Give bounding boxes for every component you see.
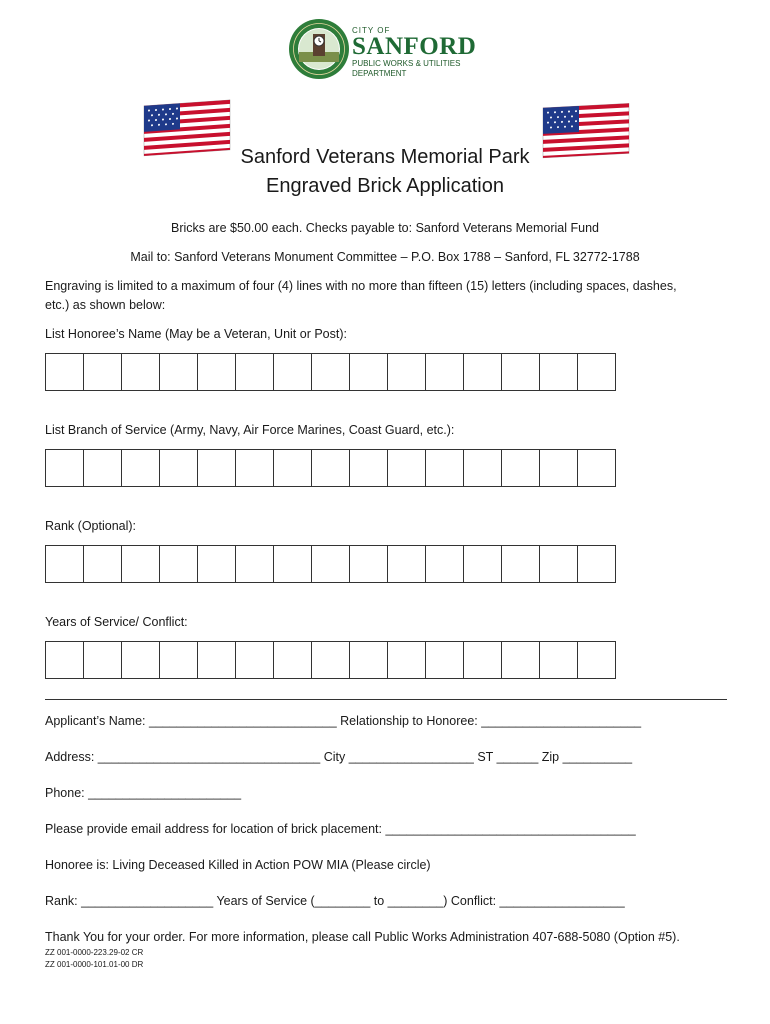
- letter-box[interactable]: [426, 449, 464, 487]
- letter-box[interactable]: [46, 545, 84, 583]
- section-divider: [45, 699, 727, 700]
- honoree-status-line[interactable]: Honoree is: Living Deceased Killed in Action POW MIA (Please circle): [45, 858, 431, 872]
- letter-box[interactable]: [502, 449, 540, 487]
- letter-box[interactable]: [312, 353, 350, 391]
- letter-box[interactable]: [578, 449, 616, 487]
- logo-dept-line2: DEPARTMENT: [352, 69, 407, 78]
- letter-box[interactable]: [350, 353, 388, 391]
- mail-to-text: Mail to: Sanford Veterans Monument Committee – P.O. Box 1788 – Sanford, FL 32772-1788: [130, 250, 640, 264]
- letter-box[interactable]: [274, 641, 312, 679]
- letter-box[interactable]: [84, 545, 122, 583]
- letter-box[interactable]: [540, 545, 578, 583]
- letter-box[interactable]: [578, 545, 616, 583]
- page-subtitle: Engraved Brick Application: [266, 175, 504, 197]
- email-line[interactable]: Please provide email address for location of brick placement: ____________________________________: [45, 822, 636, 836]
- letter-box[interactable]: [160, 449, 198, 487]
- letter-box[interactable]: [198, 449, 236, 487]
- letter-box[interactable]: [502, 545, 540, 583]
- letter-box[interactable]: [122, 449, 160, 487]
- letter-box[interactable]: [122, 353, 160, 391]
- letter-box[interactable]: [388, 641, 426, 679]
- letter-box[interactable]: [464, 545, 502, 583]
- letter-box[interactable]: [122, 641, 160, 679]
- rank-grid: [45, 545, 616, 583]
- letter-box[interactable]: [502, 641, 540, 679]
- logo-dept-line1: PUBLIC WORKS & UTILITIES: [352, 59, 461, 68]
- letter-box[interactable]: [578, 353, 616, 391]
- letter-box[interactable]: [84, 641, 122, 679]
- letter-box[interactable]: [236, 641, 274, 679]
- letter-box[interactable]: [312, 545, 350, 583]
- letter-box[interactable]: [540, 449, 578, 487]
- letter-box[interactable]: [464, 449, 502, 487]
- letter-box[interactable]: [274, 353, 312, 391]
- letter-box[interactable]: [274, 545, 312, 583]
- letter-box[interactable]: [84, 353, 122, 391]
- logo-city-of: CITY OF: [352, 26, 391, 35]
- letter-box[interactable]: [426, 545, 464, 583]
- letter-box[interactable]: [426, 353, 464, 391]
- account-code-2: ZZ 001-0000-101.01-00 DR: [45, 960, 144, 969]
- pricing-text: Bricks are $50.00 each. Checks payable to: Sanford Veterans Memorial Fund: [170, 221, 599, 235]
- letter-box[interactable]: [388, 449, 426, 487]
- letter-box[interactable]: [426, 641, 464, 679]
- letter-box[interactable]: [198, 641, 236, 679]
- letter-box[interactable]: [236, 545, 274, 583]
- letter-box[interactable]: [540, 641, 578, 679]
- branch-grid: [45, 449, 616, 487]
- letter-box[interactable]: [46, 449, 84, 487]
- letter-box[interactable]: [160, 353, 198, 391]
- letter-box[interactable]: [198, 353, 236, 391]
- letter-box[interactable]: [236, 449, 274, 487]
- letter-box[interactable]: [160, 545, 198, 583]
- honoree-name-grid: [45, 353, 616, 391]
- address-line[interactable]: Address: ________________________________ City __________________ ST ______ Zip __________: [45, 750, 633, 764]
- letter-box[interactable]: [198, 545, 236, 583]
- letter-box[interactable]: [122, 545, 160, 583]
- letter-box[interactable]: [46, 641, 84, 679]
- branch-label: List Branch of Service (Army, Navy, Air Force Marines, Coast Guard, etc.):: [45, 423, 455, 437]
- letter-box[interactable]: [350, 641, 388, 679]
- account-code-1: ZZ 001-0000-223.29-02 CR: [45, 948, 144, 957]
- letter-box[interactable]: [350, 449, 388, 487]
- letter-box[interactable]: [84, 449, 122, 487]
- letter-box[interactable]: [350, 545, 388, 583]
- letter-box[interactable]: [502, 353, 540, 391]
- page-title: Sanford Veterans Memorial Park: [240, 146, 530, 168]
- thank-you-text: Thank You for your order. For more information, please call Public Works Administration 407-688-5080 (Option #5).: [45, 930, 680, 944]
- letter-box[interactable]: [46, 353, 84, 391]
- years-grid: [45, 641, 616, 679]
- years-label: Years of Service/ Conflict:: [45, 615, 188, 629]
- city-seal-icon: [288, 18, 350, 80]
- letter-box[interactable]: [312, 449, 350, 487]
- engraving-instructions-line2: etc.) as shown below:: [45, 298, 166, 312]
- logo-wordmark: [352, 26, 476, 79]
- applicant-name-line[interactable]: Applicant’s Name: ___________________________ Relationship to Honoree: _______________________: [45, 714, 642, 728]
- rank-years-line[interactable]: Rank: ___________________ Years of Service (________ to ________) Conflict: __________________: [45, 894, 625, 908]
- letter-box[interactable]: [540, 353, 578, 391]
- letter-box[interactable]: [160, 641, 198, 679]
- engraving-instructions-line1: Engraving is limited to a maximum of four (4) lines with no more than fifteen (15) letters (including spaces, dashes,: [45, 279, 677, 293]
- letter-box[interactable]: [464, 641, 502, 679]
- letter-box[interactable]: [464, 353, 502, 391]
- phone-line[interactable]: Phone: ______________________: [45, 786, 242, 800]
- letter-box[interactable]: [578, 641, 616, 679]
- honoree-name-label: List Honoree’s Name (May be a Veteran, Unit or Post):: [45, 327, 347, 341]
- letter-box[interactable]: [274, 449, 312, 487]
- letter-box[interactable]: [236, 353, 274, 391]
- letter-box[interactable]: [312, 641, 350, 679]
- letter-box[interactable]: [388, 353, 426, 391]
- logo-name: SANFORD: [352, 33, 477, 60]
- letter-box[interactable]: [388, 545, 426, 583]
- rank-label: Rank (Optional):: [45, 519, 137, 533]
